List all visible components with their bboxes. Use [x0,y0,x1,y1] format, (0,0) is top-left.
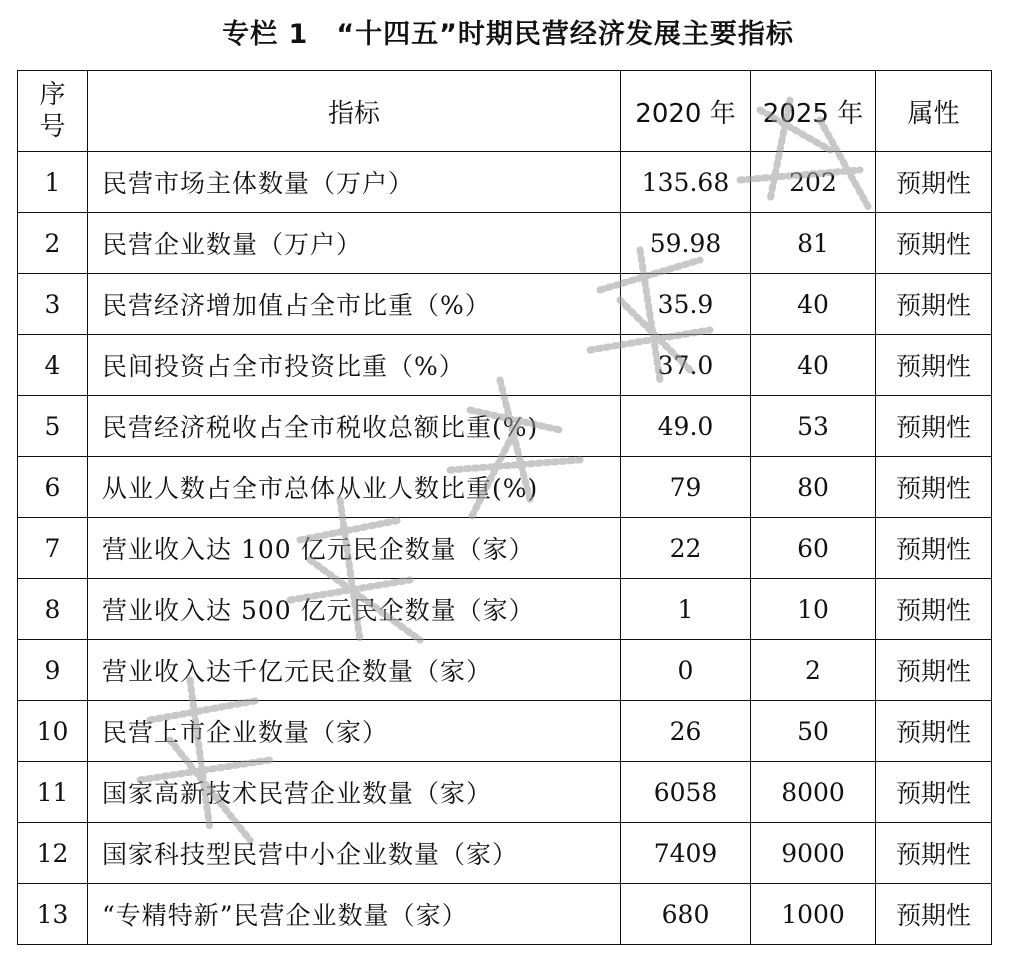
table-row [18,213,992,274]
row-attribute: 预期性 [876,152,992,213]
row-indicator: “专精特新”民营企业数量（家） [88,884,621,945]
row-indicator: 国家科技型民营中小企业数量（家） [88,823,621,884]
row-2020: 0 [621,640,751,701]
row-seq: 10 [18,701,88,762]
row-attribute: 预期性 [876,823,992,884]
table-row [18,701,992,762]
row-2020: 22 [621,518,751,579]
table-row [18,884,992,945]
row-seq: 13 [18,884,88,945]
table-row [18,762,992,823]
row-attribute: 预期性 [876,884,992,945]
table-row [18,640,992,701]
row-2020: 35.9 [621,274,751,335]
row-indicator: 营业收入达千亿元民企数量（家） [88,640,621,701]
row-2025: 50 [751,701,876,762]
row-seq: 9 [18,640,88,701]
header-2025: 2025 年 [751,71,876,152]
row-indicator: 民间投资占全市投资比重（%） [88,335,621,396]
row-indicator: 营业收入达 100 亿元民企数量（家） [88,518,621,579]
row-indicator: 民营经济税收占全市税收总额比重(%) [88,396,621,457]
row-indicator: 从业人数占全市总体从业人数比重(%) [88,457,621,518]
row-attribute: 预期性 [876,518,992,579]
row-2020: 1 [621,579,751,640]
row-seq: 2 [18,213,88,274]
header-attribute: 属性 [876,71,992,152]
row-attribute: 预期性 [876,274,992,335]
row-2025: 40 [751,274,876,335]
row-2020: 6058 [621,762,751,823]
row-indicator: 民营上市企业数量（家） [88,701,621,762]
table-row [18,396,992,457]
row-2020: 680 [621,884,751,945]
row-2025: 81 [751,213,876,274]
row-2020: 59.98 [621,213,751,274]
indicator-table [17,70,992,945]
table-row [18,823,992,884]
table-row [18,518,992,579]
row-attribute: 预期性 [876,335,992,396]
row-2025: 1000 [751,884,876,945]
table-header-row [18,71,992,152]
row-seq: 7 [18,518,88,579]
row-2025: 53 [751,396,876,457]
row-indicator: 民营市场主体数量（万户） [88,152,621,213]
row-seq: 8 [18,579,88,640]
table-row [18,274,992,335]
row-seq: 3 [18,274,88,335]
row-2025: 60 [751,518,876,579]
row-2020: 37.0 [621,335,751,396]
row-2025: 9000 [751,823,876,884]
row-2020: 135.68 [621,152,751,213]
table-row [18,152,992,213]
row-attribute: 预期性 [876,579,992,640]
table-row [18,579,992,640]
row-attribute: 预期性 [876,762,992,823]
row-2025: 202 [751,152,876,213]
header-seq-line2: 号 [39,112,66,142]
row-attribute: 预期性 [876,640,992,701]
row-attribute: 预期性 [876,213,992,274]
row-attribute: 预期性 [876,457,992,518]
row-seq: 11 [18,762,88,823]
row-2020: 7409 [621,823,751,884]
row-attribute: 预期性 [876,701,992,762]
table-body [18,152,992,945]
row-seq: 5 [18,396,88,457]
row-seq: 4 [18,335,88,396]
row-2025: 2 [751,640,876,701]
row-indicator: 民营企业数量（万户） [88,213,621,274]
table-row [18,457,992,518]
table-row [18,335,992,396]
row-attribute: 预期性 [876,396,992,457]
page-title: 专栏 1 “十四五”时期民营经济发展主要指标 [222,19,794,50]
header-indicator: 指标 [88,71,621,152]
row-indicator: 国家高新技术民营企业数量（家） [88,762,621,823]
row-2020: 79 [621,457,751,518]
row-indicator: 民营经济增加值占全市比重（%） [88,274,621,335]
row-2020: 49.0 [621,396,751,457]
row-seq: 12 [18,823,88,884]
header-2020: 2020 年 [621,71,751,152]
row-2020: 26 [621,701,751,762]
row-2025: 10 [751,579,876,640]
row-2025: 8000 [751,762,876,823]
row-seq: 1 [18,152,88,213]
header-seq-line1: 序 [39,80,66,110]
row-seq: 6 [18,457,88,518]
row-2025: 80 [751,457,876,518]
header-seq [18,71,88,152]
row-indicator: 营业收入达 500 亿元民企数量（家） [88,579,621,640]
row-2025: 40 [751,335,876,396]
